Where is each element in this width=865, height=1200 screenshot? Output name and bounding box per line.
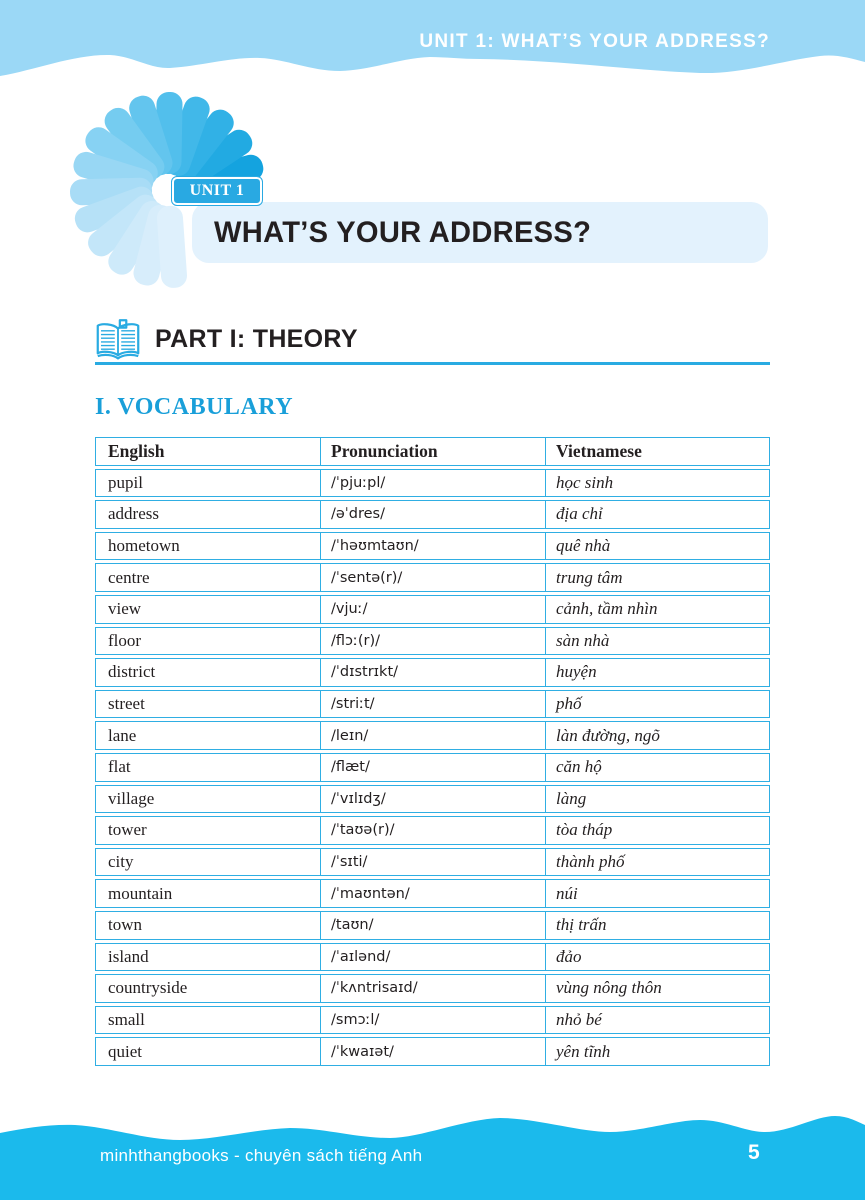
vietnamese-cell: tòa tháp: [545, 817, 769, 844]
unit-title-box: [192, 202, 768, 263]
english-cell: lane: [108, 725, 137, 745]
english-cell: district: [108, 662, 156, 682]
table-row: [95, 974, 770, 1003]
english-cell: hometown: [108, 536, 180, 556]
table-row: [95, 627, 770, 656]
table-row: [95, 1006, 770, 1035]
pronunciation-cell: /vjuː/: [320, 596, 545, 623]
pronunciation-cell: /ˈvɪlɪdʒ/: [320, 786, 545, 813]
english-cell: island: [108, 946, 149, 966]
pronunciation-cell: /ˈsɪti/: [320, 849, 545, 876]
vietnamese-cell: đảo: [545, 944, 769, 971]
unit-title: WHAT’S YOUR ADDRESS?: [214, 215, 592, 249]
table-row: [95, 469, 770, 498]
english-cell: countryside: [108, 978, 188, 998]
page-number: 5: [748, 1141, 760, 1164]
vietnamese-cell: trung tâm: [545, 564, 769, 591]
table-row: [95, 753, 770, 782]
pronunciation-cell: /ˈaɪlənd/: [320, 944, 545, 971]
table-row: [95, 532, 770, 561]
part-heading-text: PART I: THEORY: [155, 324, 358, 353]
table-row: [95, 785, 770, 814]
english-cell: floor: [108, 630, 142, 650]
table-row: [95, 943, 770, 972]
vietnamese-cell: núi: [545, 880, 769, 907]
pronunciation-cell: /flɔː(r)/: [320, 628, 545, 655]
english-cell: quiet: [108, 1041, 142, 1061]
table-row: [95, 1037, 770, 1066]
pronunciation-cell: /ˈmaʊntən/: [320, 880, 545, 907]
english-cell: small: [108, 1009, 145, 1029]
unit-badge: [172, 177, 262, 205]
pronunciation-cell: /ˈkʌntrisaɪd/: [320, 975, 545, 1002]
pronunciation-cell: /ˈpjuːpl/: [320, 470, 545, 497]
table-header-row: [95, 437, 770, 466]
footer-brand-text: minhthangbooks - chuyên sách tiếng Anh: [100, 1146, 423, 1165]
pronunciation-cell: /taʊn/: [320, 912, 545, 939]
table-row: [95, 658, 770, 687]
footer-wave-shape: [0, 1090, 865, 1200]
vietnamese-cell: cảnh, tầm nhìn: [545, 596, 769, 623]
vietnamese-cell: sàn nhà: [545, 628, 769, 655]
table-row: [95, 848, 770, 877]
vocab-section-heading: I. VOCABULARY: [95, 394, 294, 420]
vietnamese-cell: phố: [545, 691, 769, 718]
pronunciation-cell: /smɔːl/: [320, 1007, 545, 1034]
table-row: [95, 690, 770, 719]
table-row: [95, 911, 770, 940]
pronunciation-cell: /flæt/: [320, 754, 545, 781]
english-cell: flat: [108, 757, 131, 777]
part-heading: [95, 316, 770, 362]
english-cell: view: [108, 599, 142, 619]
vietnamese-cell: thành phố: [545, 849, 769, 876]
col-header-pronunciation: Pronunciation: [320, 438, 545, 465]
vietnamese-cell: quê nhà: [545, 533, 769, 560]
table-row: [95, 879, 770, 908]
english-cell: city: [108, 852, 134, 872]
pronunciation-cell: /ˈsentə(r)/: [320, 564, 545, 591]
vietnamese-cell: thị trấn: [545, 912, 769, 939]
pronunciation-cell: /leɪn/: [320, 722, 545, 749]
vietnamese-cell: căn hộ: [545, 754, 769, 781]
pronunciation-cell: /ˈdɪstrɪkt/: [320, 659, 545, 686]
vietnamese-cell: nhỏ bé: [545, 1007, 769, 1034]
english-cell: village: [108, 788, 155, 808]
vietnamese-cell: làn đường, ngõ: [545, 722, 769, 749]
pronunciation-cell: /ˈhəʊmtaʊn/: [320, 533, 545, 560]
table-row: [95, 500, 770, 529]
part-heading-rule: [95, 362, 770, 365]
table-row: [95, 595, 770, 624]
unit-badge-label: UNIT 1: [189, 182, 245, 199]
vietnamese-cell: làng: [545, 786, 769, 813]
col-header-english: English: [108, 440, 165, 461]
table-row: [95, 563, 770, 592]
header-banner-text: UNIT 1: WHAT’S YOUR ADDRESS?: [419, 31, 770, 52]
pronunciation-cell: /ˈtaʊə(r)/: [320, 817, 545, 844]
vietnamese-cell: địa chỉ: [545, 501, 769, 528]
english-cell: centre: [108, 567, 150, 587]
english-cell: town: [108, 915, 142, 935]
table-row: [95, 816, 770, 845]
pronunciation-cell: /striːt/: [320, 691, 545, 718]
vietnamese-cell: học sinh: [545, 470, 769, 497]
vietnamese-cell: yên tĩnh: [545, 1038, 769, 1065]
vietnamese-cell: huyện: [545, 659, 769, 686]
table-row: [95, 721, 770, 750]
vietnamese-cell: vùng nông thôn: [545, 975, 769, 1002]
english-cell: street: [108, 694, 145, 714]
english-cell: tower: [108, 820, 147, 840]
pronunciation-cell: /əˈdres/: [320, 501, 545, 528]
english-cell: pupil: [108, 472, 143, 492]
english-cell: mountain: [108, 883, 173, 903]
vocab-table: [95, 437, 770, 1069]
pronunciation-cell: /ˈkwaɪət/: [320, 1038, 545, 1065]
english-cell: address: [108, 504, 159, 524]
open-book-icon: [95, 319, 141, 362]
col-header-vietnamese: Vietnamese: [545, 438, 769, 465]
